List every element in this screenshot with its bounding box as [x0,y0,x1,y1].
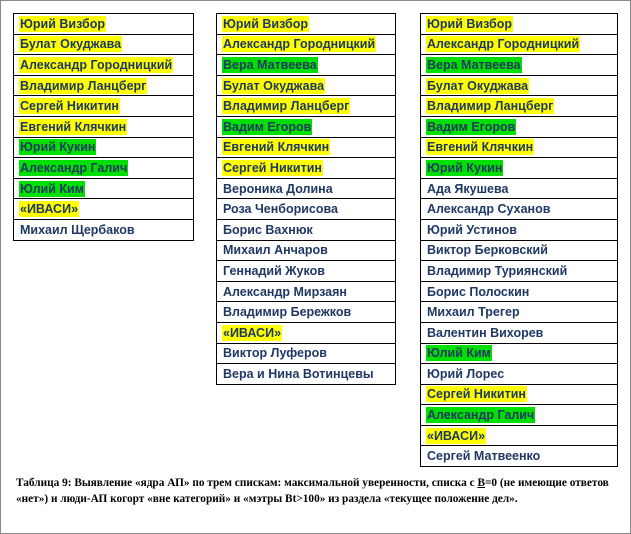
name-cell [14,75,194,96]
name-cell [421,405,618,426]
name-cell [14,137,194,158]
table-row [421,281,618,302]
name-cell [421,384,618,405]
table-row [217,158,396,179]
person-name: Юлий Ким [20,181,84,196]
table-row [217,55,396,76]
name-cell [421,446,618,467]
table-row [421,178,618,199]
person-name: Вадим Егоров [427,119,516,134]
table-row [421,384,618,405]
caption-part-2: =0 (не имеющие ответов «нет») и люди-АП когорт «вне категорий» и «мэтры Bt>100» из раздела «текущее положение дел». [16,477,609,505]
person-name: Александр Мирзаян [223,284,347,299]
person-name: Михаил Анчаров [223,243,328,258]
table-row [14,75,194,96]
person-name: Александр Галич [20,160,128,175]
table-row [421,116,618,137]
name-cell [217,137,396,158]
name-cell [421,261,618,282]
name-cell [14,158,194,179]
name-cell [217,322,396,343]
person-name: Булат Окуджава [223,78,325,93]
person-name: «ИВАСИ» [427,428,486,443]
person-name: Геннадий Жуков [223,263,325,278]
table-row [217,75,396,96]
table-row [421,446,618,467]
person-name: Евгений Клячкин [223,140,330,155]
person-name: Юрий Устинов [427,222,517,237]
table-row [421,343,618,364]
person-name: Владимир Ланцберг [427,99,554,114]
person-name: Ада Якушева [427,181,509,196]
table-row [217,34,396,55]
table-row [421,158,618,179]
table-row [421,199,618,220]
name-cell [421,178,618,199]
name-cell [421,75,618,96]
table-row [421,425,618,446]
table-row [421,405,618,426]
name-cell [217,178,396,199]
table-row [421,364,618,385]
table-row [217,199,396,220]
table-row [217,219,396,240]
name-cell [14,34,194,55]
name-cell [217,261,396,282]
name-cell [421,322,618,343]
table-row [14,96,194,117]
table-row [217,261,396,282]
person-name: Владимир Туриянский [427,263,568,278]
name-cell [421,14,618,35]
name-cell [217,14,396,35]
name-cell [421,55,618,76]
name-cell [421,137,618,158]
person-name: Борис Вахнюк [223,222,313,237]
name-cell [421,302,618,323]
person-name: Булат Окуджава [427,78,529,93]
name-cell [217,302,396,323]
name-cell [14,199,194,220]
person-name: Юрий Визбор [223,16,308,31]
name-cell [217,34,396,55]
name-cell [217,55,396,76]
name-cell [14,178,194,199]
person-name: Александр Суханов [427,202,551,217]
name-cell [421,343,618,364]
person-name: Вадим Егоров [223,119,312,134]
person-name: Евгений Клячкин [20,119,127,134]
table-row [14,178,194,199]
table-row [217,14,396,35]
name-cell [217,158,396,179]
figure-caption [16,476,620,507]
name-cell [217,281,396,302]
person-name: Виктор Луферов [223,346,327,361]
table-row [14,219,194,240]
person-name: Сергей Никитин [223,160,322,175]
person-name: Юрий Визбор [427,16,512,31]
table-row [421,219,618,240]
person-name: Александр Городницкий [427,37,580,52]
table-row [421,75,618,96]
person-name: Булат Окуджава [20,37,122,52]
name-cell [217,240,396,261]
table-row [217,343,396,364]
person-name: Евгений Клячкин [427,140,534,155]
person-name: Валентин Вихорев [427,325,544,340]
name-cell [421,116,618,137]
name-cell [14,55,194,76]
name-cell [421,34,618,55]
name-cell [421,158,618,179]
name-cell [421,425,618,446]
name-list-max-confidence [13,13,194,241]
name-cell [14,116,194,137]
name-cell [421,281,618,302]
person-name: Вера и Нина Вотинцевы [223,366,374,381]
name-cell [217,96,396,117]
person-name: Михаил Щербаков [20,222,135,237]
person-name: Александр Городницкий [20,57,173,72]
person-name: «ИВАСИ» [20,202,79,217]
person-name: Михаил Трегер [427,305,520,320]
person-name: Владимир Бережков [223,305,352,320]
name-cell [217,116,396,137]
person-name: Виктор Берковский [427,243,548,258]
table-row [217,96,396,117]
person-name: Сергей Матвеенко [427,449,541,464]
person-name: Юрий Визбор [20,16,105,31]
person-name: Юрий Кукин [427,160,503,175]
name-cell [217,219,396,240]
person-name: Сергей Никитин [427,387,526,402]
person-name: Борис Полоскин [427,284,530,299]
name-cell [421,219,618,240]
person-name: Вера Матвеева [223,57,317,72]
table-row [217,281,396,302]
table-row [14,55,194,76]
person-name: Юлий Ким [427,346,491,361]
name-cell [421,364,618,385]
name-list-no-negative-answers [216,13,396,385]
table-row [217,364,396,385]
person-name: Александр Городницкий [223,37,376,52]
table-row [421,55,618,76]
person-name: «ИВАСИ» [223,325,282,340]
table-row [217,178,396,199]
table-row [217,137,396,158]
table-row [421,240,618,261]
table-row [421,261,618,282]
table-row [217,116,396,137]
table-row [421,137,618,158]
person-name: Вероника Долина [223,181,333,196]
person-name: Вера Матвеева [427,57,521,72]
table-row [217,322,396,343]
name-cell [421,199,618,220]
table-row [14,199,194,220]
table-row [421,14,618,35]
table-row [14,137,194,158]
table-row [421,322,618,343]
table-row [421,34,618,55]
caption-part-1: Таблица 9: Выявление «ядра АП» по трем спискам: максимальной уверенности, списка с [16,477,478,489]
name-list-out-of-category-masters [420,13,618,467]
table-row [14,116,194,137]
name-cell [217,343,396,364]
name-cell [14,219,194,240]
name-cell [217,364,396,385]
table-row [14,158,194,179]
name-cell [421,96,618,117]
table-row [14,14,194,35]
person-name: Владимир Ланцберг [223,99,350,114]
table-row [421,96,618,117]
person-name: Юрий Кукин [20,140,96,155]
table-row [421,302,618,323]
table-row [217,302,396,323]
name-cell [217,199,396,220]
person-name: Владимир Ланцберг [20,78,147,93]
person-name: Роза Ченборисова [223,202,338,217]
person-name: Юрий Лорес [427,366,505,381]
name-cell [14,96,194,117]
caption-underlined-letter: В [477,477,485,489]
name-cell [421,240,618,261]
name-cell [217,75,396,96]
name-cell [14,14,194,35]
table-row [217,240,396,261]
table-row [14,34,194,55]
person-name: Сергей Никитин [20,99,119,114]
person-name: Александр Галич [427,408,535,423]
